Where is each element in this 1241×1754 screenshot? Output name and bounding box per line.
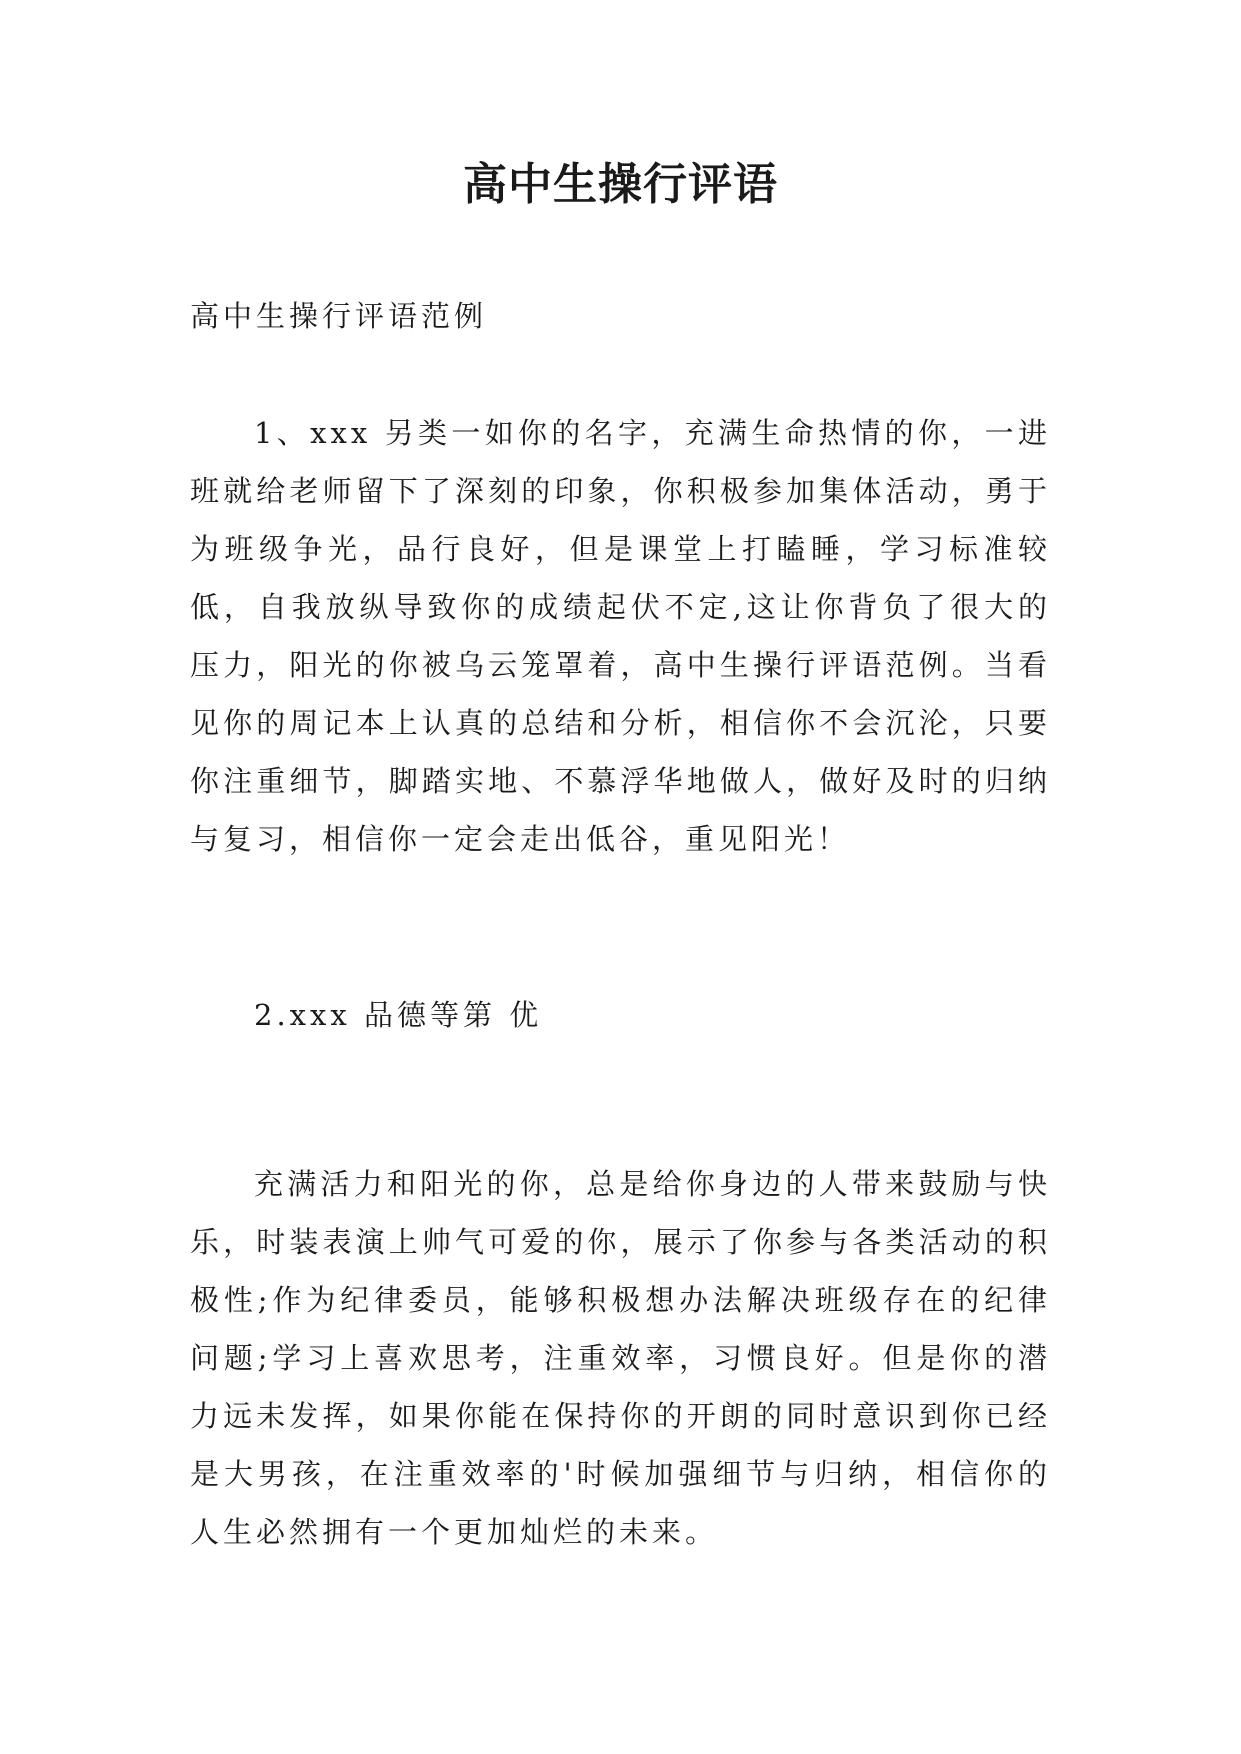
document-subtitle: 高中生操行评语范例 [190,299,488,333]
paragraph-item-2-heading: 2.xxx 品德等第 优 [254,998,543,1032]
paragraph-comment-2: 充满活力和阳光的你，总是给你身边的人带来鼓励与快乐，时装表演上帅气可爱的你，展示了你参与各类活动的积极性;作为纪律委员，能够积极想办法解决班级存在的纪律问题;学习上喜欢思考，注重效率，习惯良好。但是你的潜力远未发挥，如果你能在保持你的开朗的同时意识到你已经是大男孩，在注重效率的'时候加强细节与归纳，相信你的人生必然拥有一个更加灿烂的未来。 [190,1167,1051,1549]
document-title: 高中生操行评语 [463,159,778,210]
paragraph-comment-1: 1、xxx 另类一如你的名字，充满生命热情的你，一进班就给老师留下了深刻的印象，你积极参加集体活动，勇于为班级争光，品行良好，但是课堂上打瞌睡，学习标准较低，自我放纵导致你的成绩起伏不定,这让你背负了很大的压力，阳光的你被乌云笼罩着，高中生操行评语范例。当看见你的周记本上认真的总结和分析，相信你不会沉沦，只要你注重细节，脚踏实地、不慕浮华地做人，做好及时的归纳与复习，相信你一定会走出低谷，重见阳光！ [190,416,1051,856]
